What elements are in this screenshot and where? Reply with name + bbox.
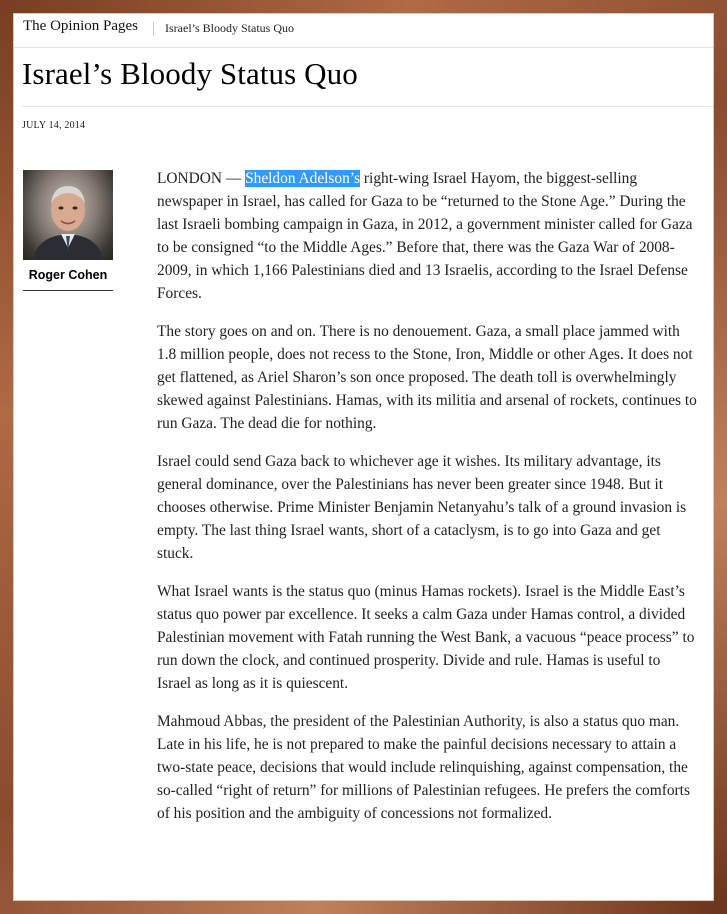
publish-date: JULY 14, 2014 xyxy=(22,120,86,131)
paragraph-1 xyxy=(157,167,697,305)
selected-text-highlight[interactable]: Sheldon Adelson’s xyxy=(245,170,361,187)
author-photo[interactable] xyxy=(23,170,113,260)
author-divider xyxy=(23,290,113,291)
article-body xyxy=(157,167,697,840)
page-title: Israel’s Bloody Status Quo xyxy=(22,56,358,91)
topbar-article-title: Israel’s Bloody Status Quo xyxy=(165,21,294,35)
dateline-city: LONDON — xyxy=(157,170,246,187)
article-page xyxy=(14,14,713,900)
topbar-divider xyxy=(153,22,154,36)
author-portrait-icon xyxy=(23,170,113,260)
paragraph-1-text: right-wing Israel Hayom, the biggest-selling newspaper in Israel, has called for Gaza to be “returned to the Stone Age.” During the last Israeli bombing campaign in Gaza, in 2012, a government minister called for Gaza to be consigned “to the Middle Ages.” Before that, there was the Gaza War of 2008-2009, in which 1,166 Palestinians died and 13 Israelis, according to the Israel Defense Forces. xyxy=(157,170,693,302)
top-bar xyxy=(14,14,713,48)
headline-divider xyxy=(22,106,713,107)
paragraph-5: Mahmoud Abbas, the president of the Palestinian Authority, is also a status quo man. Late in his life, he is not prepared to make the painful decisions necessary to attain a two-state peace, decisions that would include relinquishing, against compensation, the so-called “right of return” for millions of Palestinian refugees. He prefers the comforts of his position and the ambiguity of concessions not formalized. xyxy=(157,713,690,822)
section-link-opinion[interactable]: The Opinion Pages xyxy=(23,18,138,34)
author-name-link[interactable]: Roger Cohen xyxy=(28,268,108,282)
paragraph-2: The story goes on and on. There is no denouement. Gaza, a small place jammed with 1.8 million people, does not recess to the Stone, Iron, Middle or other Ages. It does not get flattened, as Ariel Sharon’s son once proposed. The death toll is overwhelmingly skewed against Palestinians. Hamas, with its militia and arsenal of rockets, continues to run Gaza. The dead die for nothing. xyxy=(157,323,697,432)
paragraph-3: Israel could send Gaza back to whichever age it wishes. Its military advantage, its general dominance, over the Palestinians has never been greater since 1948. But it chooses otherwise. Prime Minister Benjamin Netanyahu’s talk of a ground invasion is empty. The last thing Israel wants, short of a cataclysm, is to go into Gaza and get stuck. xyxy=(157,453,687,562)
paragraph-4: What Israel wants is the status quo (minus Hamas rockets). Israel is the Middle East’s status quo power par excellence. It seeks a calm Gaza under Hamas control, a divided Palestinian movement with Fatah running the West Bank, a vacuous “peace process” to run down the clock, and continued prosperity. Divide and rule. Hamas is useful to Israel as long as it is quiescent. xyxy=(157,583,695,692)
